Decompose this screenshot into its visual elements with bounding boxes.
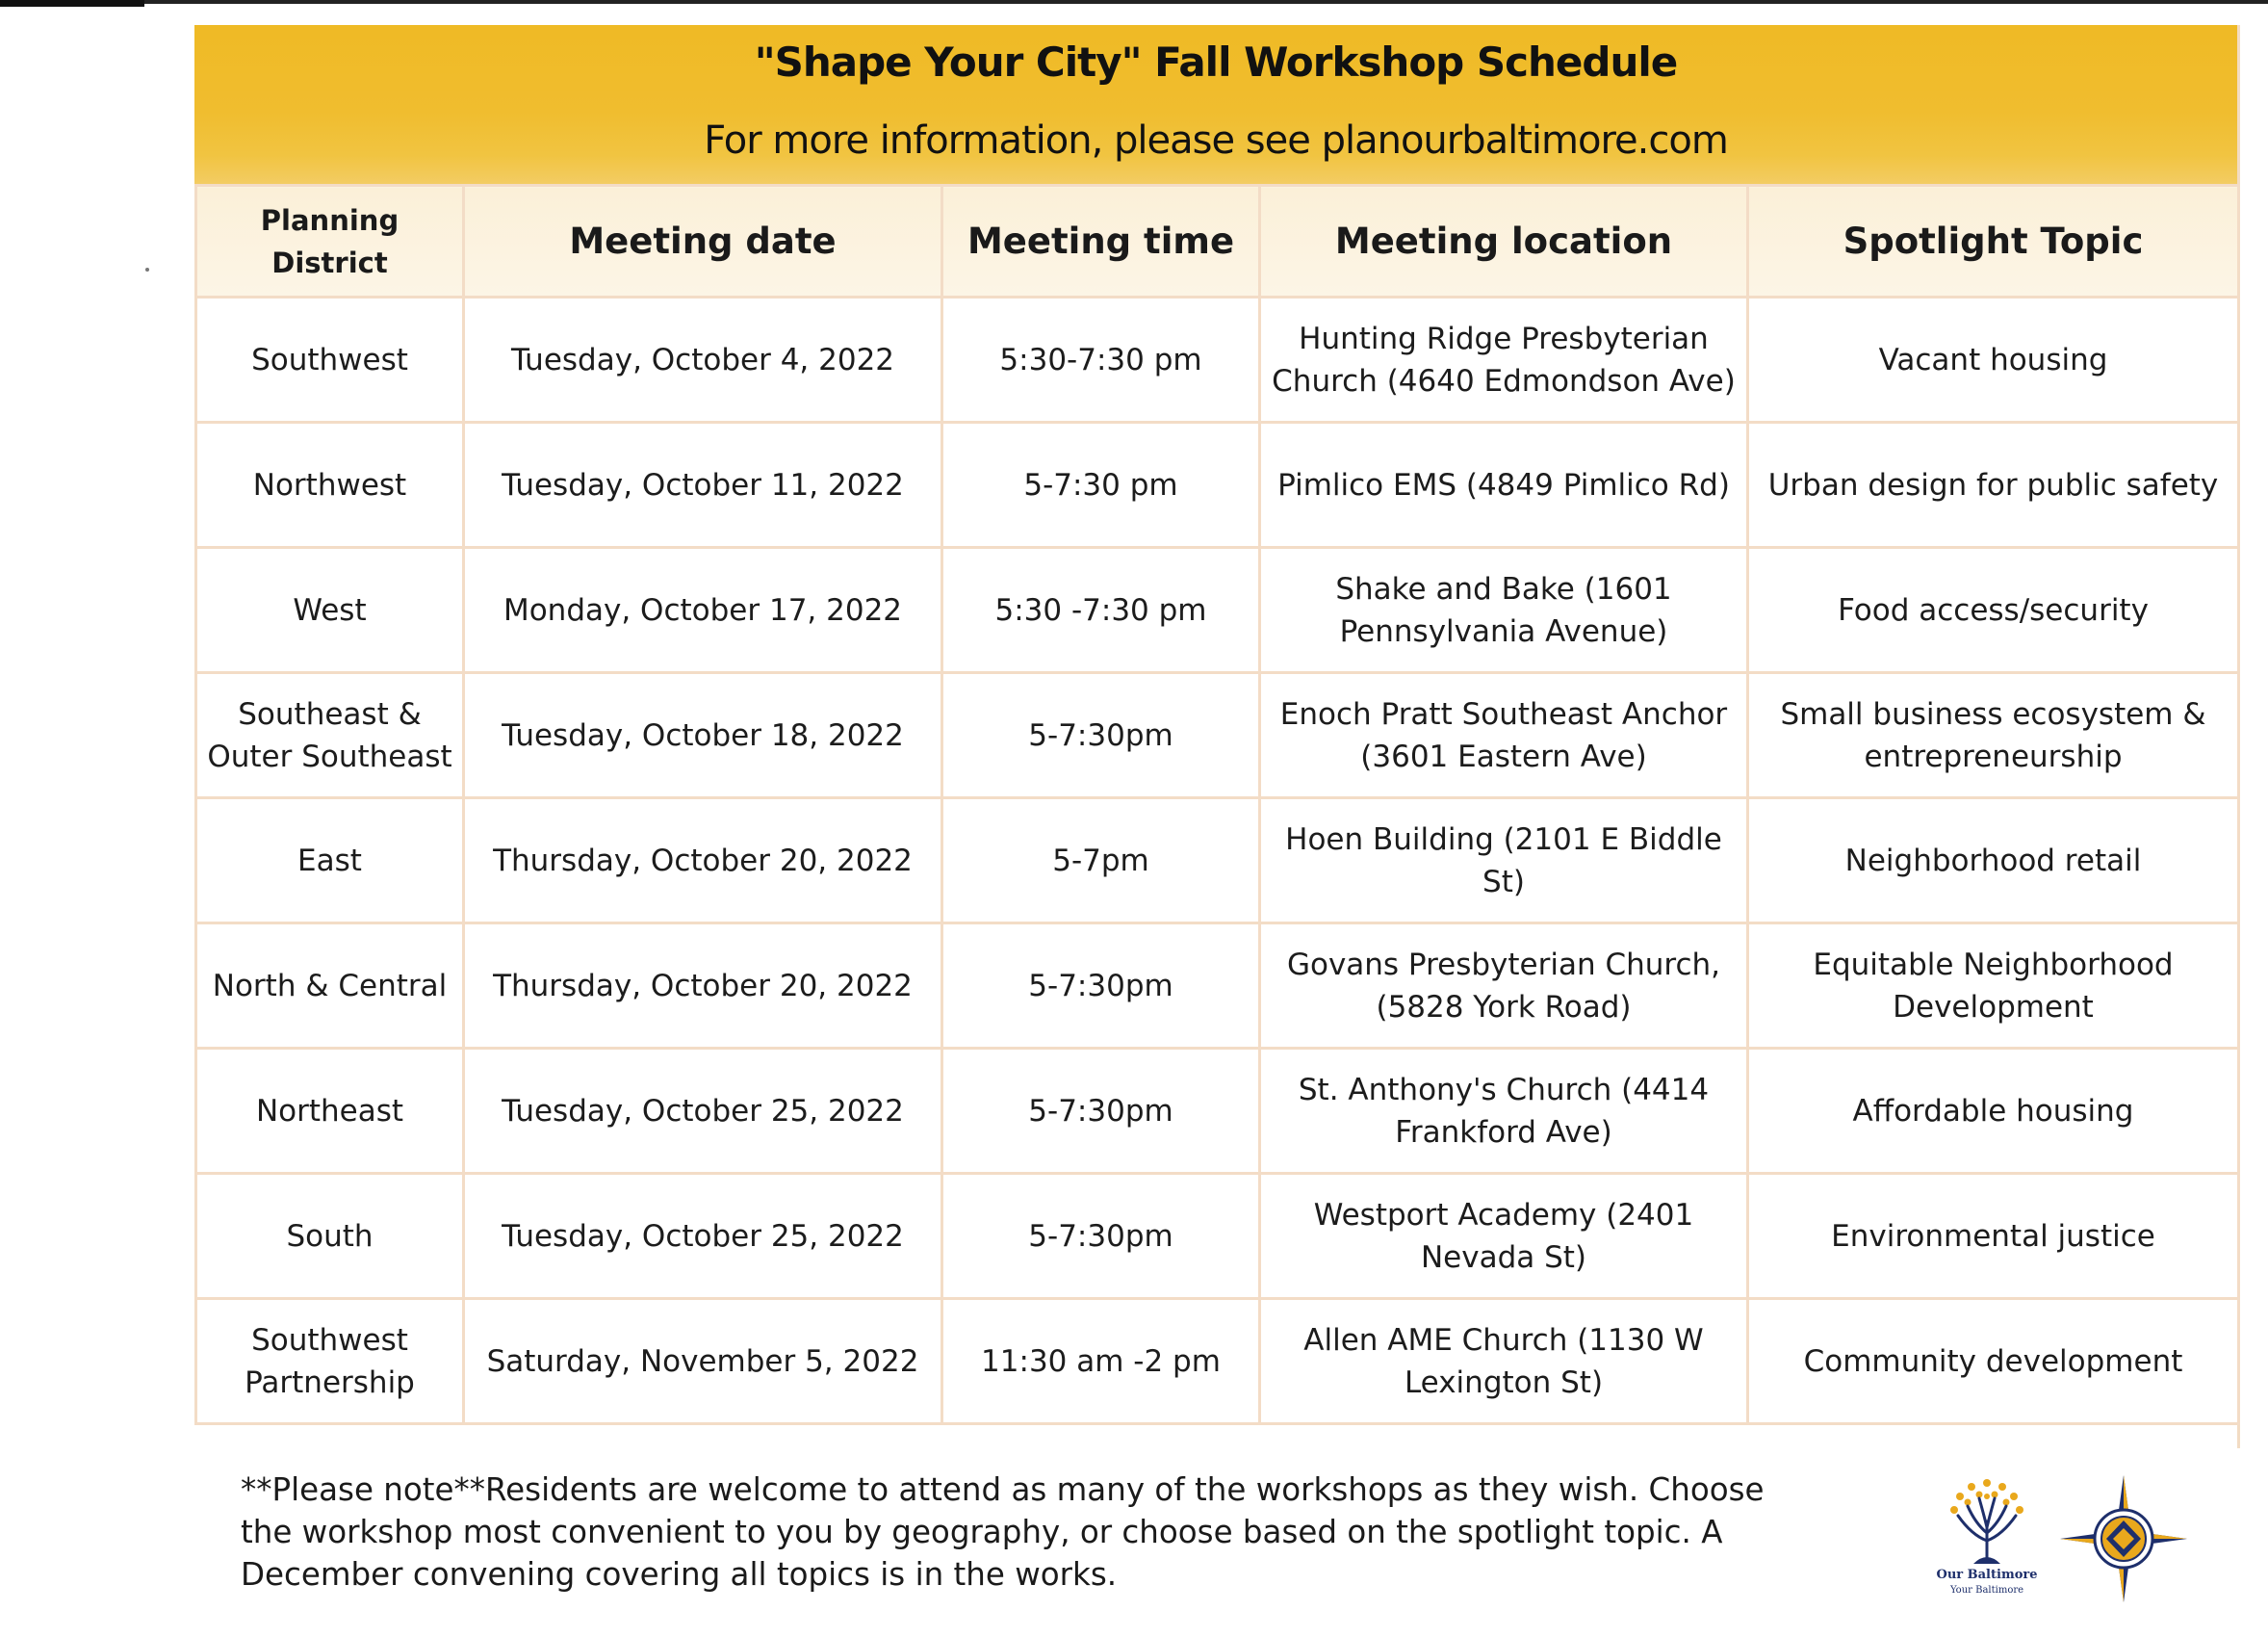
location-cell: Enoch Pratt Southeast Anchor (3601 Eastern Ave) [1260,673,1748,798]
page-subtitle: For more information, please see planourbaltimore.com [704,118,1728,163]
table-row [196,548,2239,673]
location-cell: Hoen Building (2101 E Biddle St) [1260,798,1748,923]
tree-icon [1929,1473,2045,1568]
topic-cell: Community development [1748,1299,2239,1424]
topic-cell: Environmental justice [1748,1174,2239,1299]
topic-cell: Affordable housing [1748,1049,2239,1174]
district-cell: West [196,548,464,673]
location-cell: Pimlico EMS (4849 Pimlico Rd) [1260,423,1748,548]
location-cell: Hunting Ridge Presbyterian Church (4640 Edmondson Ave) [1260,298,1748,423]
time-cell: 5-7:30pm [942,923,1260,1049]
topic-cell: Food access/security [1748,548,2239,673]
table-row [196,1174,2239,1299]
title-banner [194,25,2237,184]
date-cell: Thursday, October 20, 2022 [464,923,942,1049]
footnote: **Please note**Residents are welcome to attend as many of the workshops as they wish. Choose the workshop most convenient to you by geography, or choose based on the spotlight topic. A December convening covering all topics is in the works. [241,1471,1765,1593]
scan-edge-dark [0,0,144,7]
location-cell: Allen AME Church (1130 W Lexington St) [1260,1299,1748,1424]
scan-speck [145,268,149,272]
schedule-table [194,184,2240,1425]
district-cell: Southeast & Outer Southeast [196,673,464,798]
time-cell: 5-7:30pm [942,1174,1260,1299]
table-row [196,1299,2239,1424]
district-cell: Southwest [196,298,464,423]
column-header-district: Planning District [196,186,464,298]
time-cell: 5:30 -7:30 pm [942,548,1260,673]
table-header-row [196,186,2239,298]
date-cell: Tuesday, October 4, 2022 [464,298,942,423]
topic-cell: Urban design for public safety [1748,423,2239,548]
location-cell: St. Anthony's Church (4414 Frankford Ave) [1260,1049,1748,1174]
column-header-location: Meeting location [1260,186,1748,298]
scan-edge [0,0,2268,4]
location-cell: Westport Academy (2401 Nevada St) [1260,1174,1748,1299]
date-cell: Thursday, October 20, 2022 [464,798,942,923]
date-cell: Tuesday, October 25, 2022 [464,1174,942,1299]
column-header-time: Meeting time [942,186,1260,298]
date-cell: Tuesday, October 11, 2022 [464,423,942,548]
time-cell: 5-7pm [942,798,1260,923]
city-seal-logo [2060,1475,2187,1602]
topic-cell: Small business ecosystem & entrepreneurship [1748,673,2239,798]
schedule-sheet [194,25,2240,1448]
logo-tagline: Your Baltimore [1949,1585,2024,1596]
district-cell: South [196,1174,464,1299]
time-cell: 11:30 am -2 pm [942,1299,1260,1424]
table-row [196,298,2239,423]
district-cell: East [196,798,464,923]
district-cell: Northeast [196,1049,464,1174]
logo-name: Our Baltimore [1936,1568,2038,1582]
date-cell: Monday, October 17, 2022 [464,548,942,673]
page-title: "Shape Your City" Fall Workshop Schedule [754,39,1678,86]
our-baltimore-logo [1929,1473,2045,1603]
time-cell: 5-7:30pm [942,1049,1260,1174]
date-cell: Tuesday, October 18, 2022 [464,673,942,798]
date-cell: Saturday, November 5, 2022 [464,1299,942,1424]
table-row [196,673,2239,798]
table-row [196,1049,2239,1174]
topic-cell: Vacant housing [1748,298,2239,423]
location-cell: Shake and Bake (1601 Pennsylvania Avenue) [1260,548,1748,673]
time-cell: 5:30-7:30 pm [942,298,1260,423]
time-cell: 5-7:30pm [942,673,1260,798]
column-header-topic: Spotlight Topic [1748,186,2239,298]
time-cell: 5-7:30 pm [942,423,1260,548]
topic-cell: Equitable Neighborhood Development [1748,923,2239,1049]
column-header-date: Meeting date [464,186,942,298]
district-cell: North & Central [196,923,464,1049]
topic-cell: Neighborhood retail [1748,798,2239,923]
date-cell: Tuesday, October 25, 2022 [464,1049,942,1174]
district-cell: Southwest Partnership [196,1299,464,1424]
table-row [196,923,2239,1049]
compass-seal-icon [2060,1475,2187,1602]
table-row [196,798,2239,923]
district-cell: Northwest [196,423,464,548]
location-cell: Govans Presbyterian Church, (5828 York Road) [1260,923,1748,1049]
table-row [196,423,2239,548]
